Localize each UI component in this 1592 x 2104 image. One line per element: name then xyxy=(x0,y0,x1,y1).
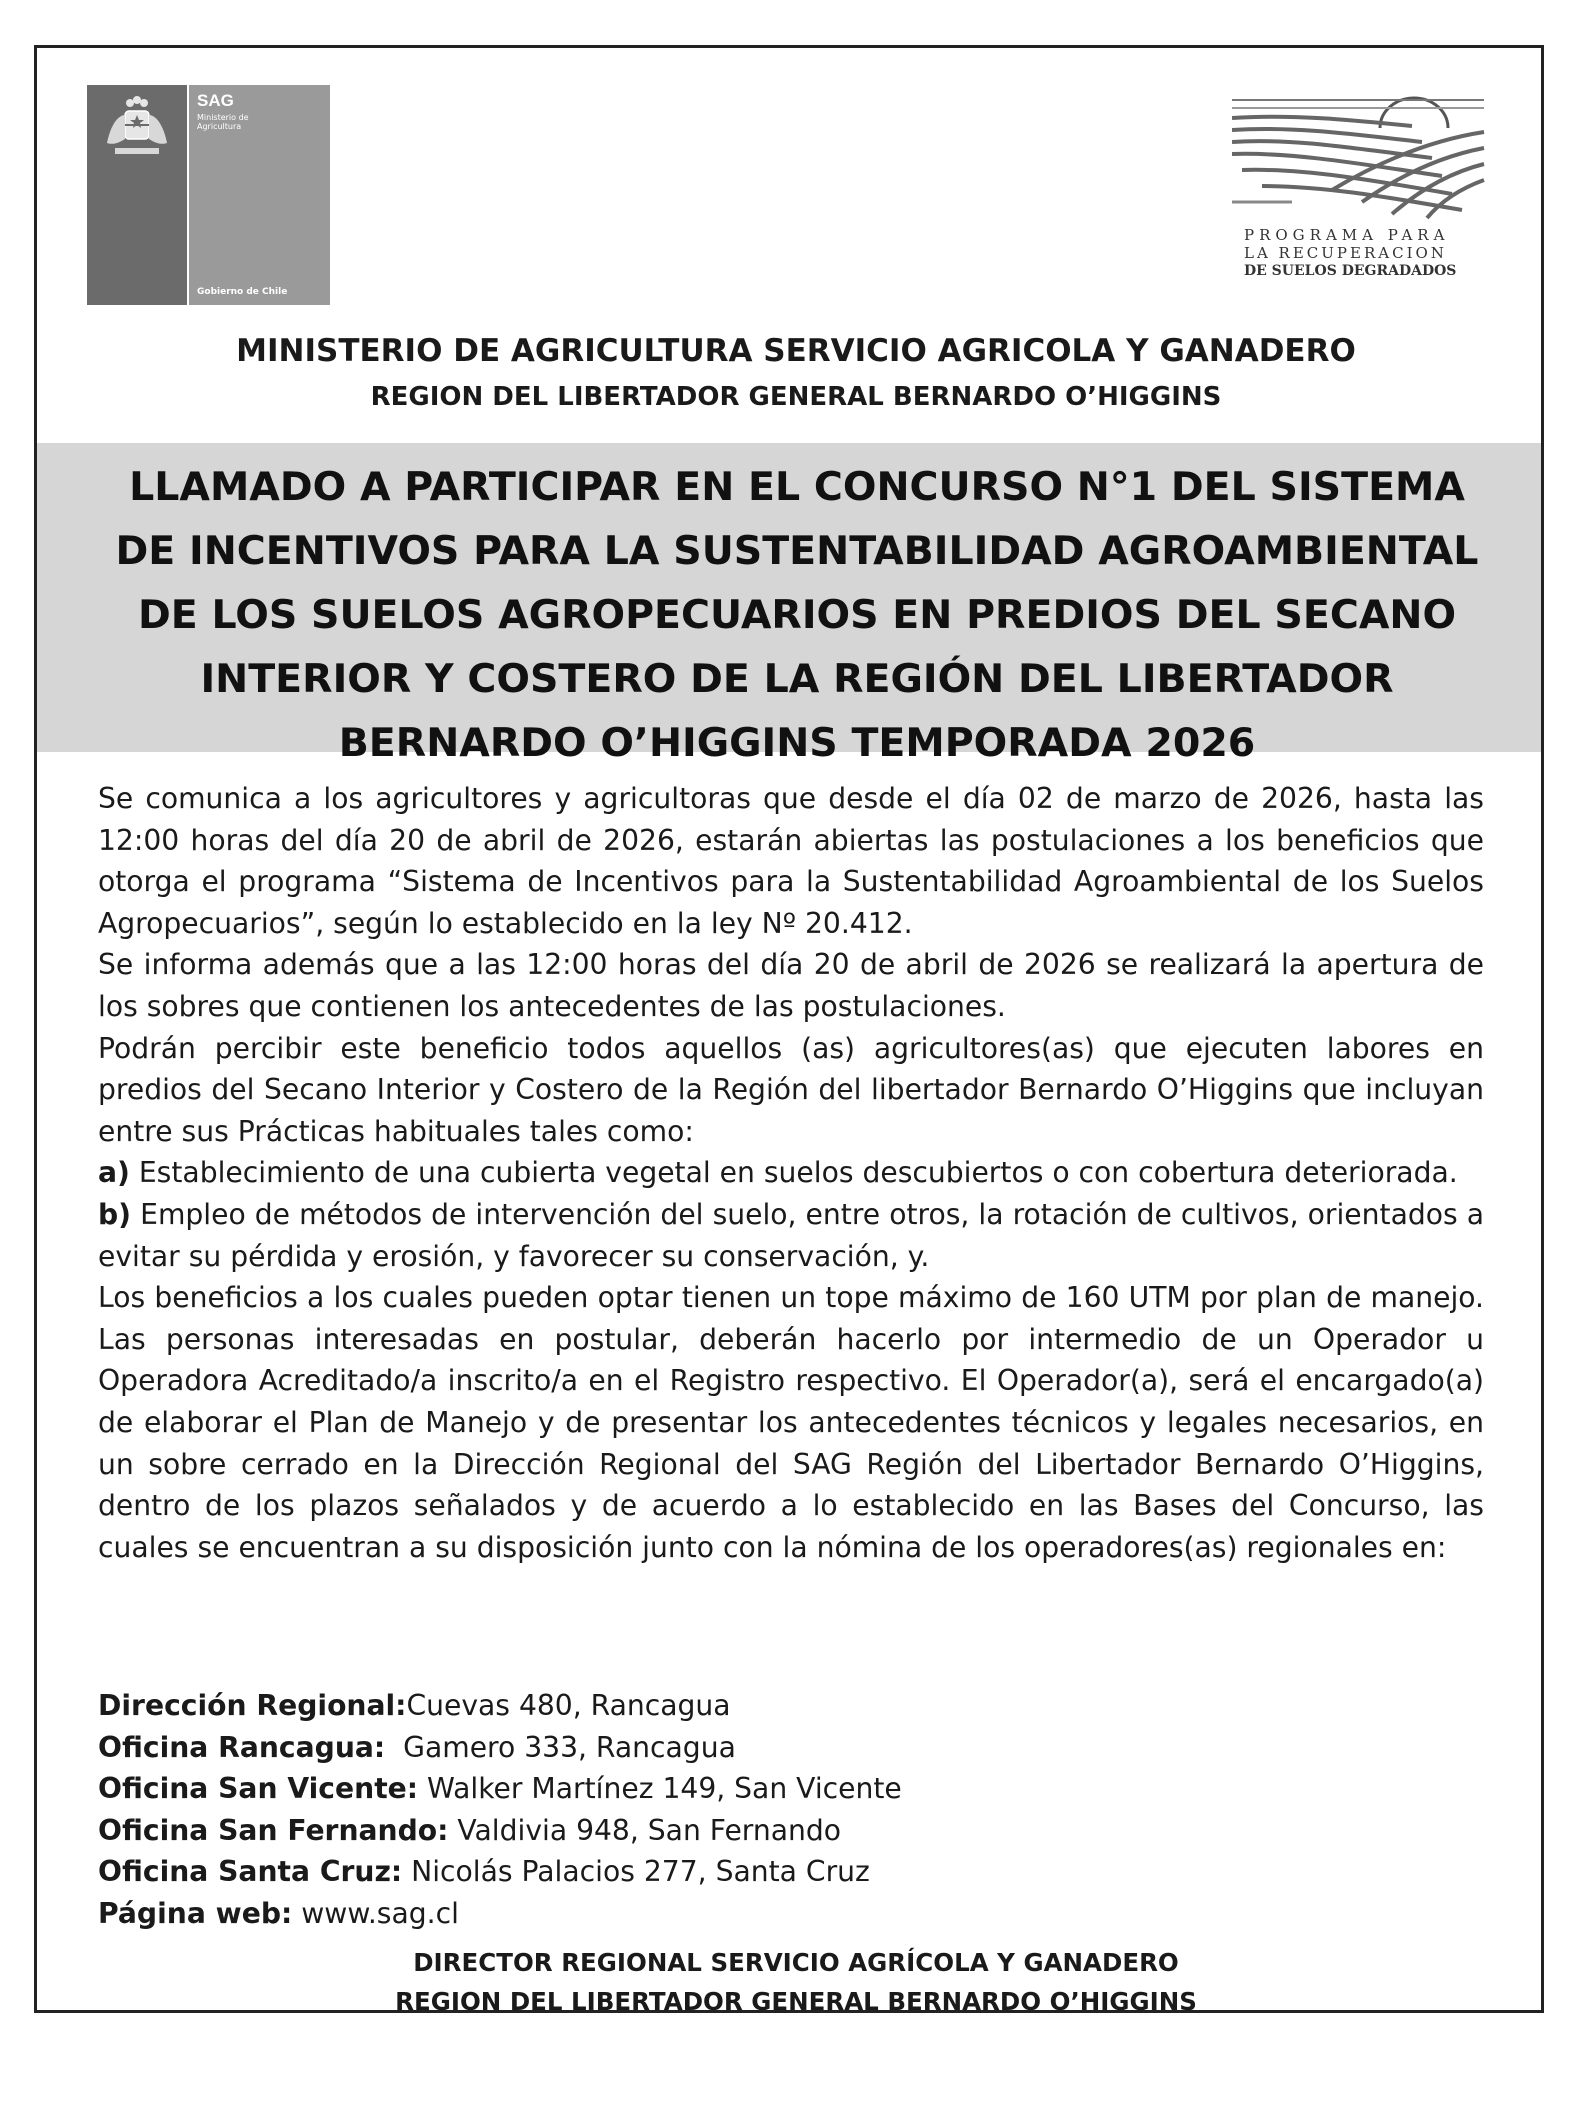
sag-logo-left-block xyxy=(87,85,187,305)
paragraph-dates: Se comunica a los agricultores y agricultoras que desde el día 02 de marzo de 2026, hasta las 12:00 horas del día 20 de abril de 2026, estarán abiertas las postulaciones a los beneficios que otorga el programa “Sistema de Incentivos para la Sustentabilidad Agroambiental de los Suelos Agropecuarios”, según lo establecido en la ley Nº 20.412. xyxy=(98,782,1484,940)
website-link[interactable]: www.sag.cl xyxy=(292,1896,459,1930)
address-label: Oficina Santa Cruz: xyxy=(98,1855,403,1889)
paragraph-opening: Se informa además que a las 12:00 horas del día 20 de abril de 2026 se realizará la apertura de los sobres que contienen los antecedentes de las postulaciones. xyxy=(98,948,1484,1023)
address-label: Dirección Regional: xyxy=(98,1689,407,1722)
region-heading: REGION DEL LIBERTADOR GENERAL BERNARDO O’HIGGINS xyxy=(370,382,1222,412)
chile-coat-of-arms-icon xyxy=(97,93,177,163)
practice-item-b-label: b) xyxy=(98,1197,132,1231)
sag-logo-right-block xyxy=(187,85,330,305)
title-line-3: DE LOS SUELOS AGROPECUARIOS EN PREDIOS DEL SECANO xyxy=(137,592,1457,638)
sag-logo xyxy=(87,85,330,305)
sag-government-label: Gobierno de Chile xyxy=(197,287,288,297)
address-value: Cuevas 480, Rancagua xyxy=(406,1689,731,1722)
title-line-2: DE INCENTIVOS PARA LA SUSTENTABILIDAD AGROAMBIENTAL xyxy=(115,528,1479,574)
signature-region: REGION DEL LIBERTADOR GENERAL BERNARDO O’HIGGINS xyxy=(395,1987,1197,2016)
address-row xyxy=(98,1768,902,1810)
address-label: Oficina San Vicente: xyxy=(98,1772,419,1806)
signature-title: DIRECTOR REGIONAL SERVICIO AGRÍCOLA Y GANADERO xyxy=(413,1948,1179,1977)
office-addresses xyxy=(98,1685,902,1935)
practice-item-b-text: Empleo de métodos de intervención del suelo, entre otros, la rotación de cultivos, orientados a evitar su pérdida y erosión, y favorecer su conservación, y. xyxy=(98,1197,1485,1273)
address-label: Oficina Rancagua: xyxy=(98,1730,386,1764)
address-row xyxy=(98,1851,902,1893)
paragraph-benefits: Los beneficios a los cuales pueden optar tienen un tope máximo de 160 UTM por plan de manejo. Las personas interesadas en postular, deberán hacerlo por intermedio de un Operador u Operadora Acreditado/a inscrito/a en el Registro respectivo. El Operador(a), será el encargado(a) de elaborar el Plan de Manejo y de presentar los antecedentes técnicos y legales necesarios, en un sobre cerrado en la Dirección Regional del SAG Región del Libertador Bernardo O’Higgins, dentro de los plazos señalados y de acuerdo a lo establecido en las Bases del Concurso, las cuales se encuentran a su disposición junto con la nómina de los operadores(as) regionales en: xyxy=(98,1281,1484,1564)
title-line-1: LLAMADO A PARTICIPAR EN EL CONCURSO N°1 DEL SISTEMA xyxy=(129,464,1465,510)
practice-item-a xyxy=(98,1152,1484,1194)
address-label: Oficina San Fernando: xyxy=(98,1813,449,1847)
landscape-furrows-icon xyxy=(1232,90,1492,220)
address-value: Gamero 333, Rancagua xyxy=(385,1730,736,1764)
program-logo xyxy=(1232,90,1492,300)
address-row xyxy=(98,1810,902,1852)
program-line-2: LA RECUPERACION xyxy=(1244,244,1447,262)
practice-item-a-label: a) xyxy=(98,1156,130,1190)
address-value: Valdivia 948, San Fernando xyxy=(448,1813,842,1847)
contest-title xyxy=(60,455,1534,775)
sag-abbreviation: SAG xyxy=(197,91,234,110)
program-line-1: PROGRAMA PARA xyxy=(1244,226,1450,244)
address-value: Walker Martínez 149, San Vicente xyxy=(418,1772,902,1806)
ministry-heading: MINISTERIO DE AGRICULTURA SERVICIO AGRICOLA Y GANADERO xyxy=(236,333,1356,369)
sag-ministry-label: Ministerio de Agricultura xyxy=(197,113,249,131)
program-name xyxy=(1244,226,1484,280)
title-line-4: INTERIOR Y COSTERO DE LA REGIÓN DEL LIBERTADOR xyxy=(200,656,1394,702)
address-label: Página web: xyxy=(98,1896,293,1930)
address-row xyxy=(98,1893,902,1935)
address-row xyxy=(98,1727,902,1769)
title-line-5: BERNARDO O’HIGGINS TEMPORADA 2026 xyxy=(338,720,1256,766)
practice-item-a-text: Establecimiento de una cubierta vegetal en suelos descubiertos o con cobertura deteriorada. xyxy=(138,1156,1458,1190)
practice-item-b xyxy=(98,1194,1484,1277)
address-row xyxy=(98,1685,902,1727)
paragraph-eligibility: Podrán percibir este beneficio todos aquellos (as) agricultores(as) que ejecuten labores en predios del Secano Interior y Costero de la Región del libertador Bernardo O’Higgins que incluyan entre sus Prácticas habituales tales como: xyxy=(98,1031,1484,1148)
notice-body xyxy=(98,778,1484,1568)
program-line-3: DE SUELOS DEGRADADOS xyxy=(1244,263,1457,279)
address-value: Nicolás Palacios 277, Santa Cruz xyxy=(402,1855,870,1889)
